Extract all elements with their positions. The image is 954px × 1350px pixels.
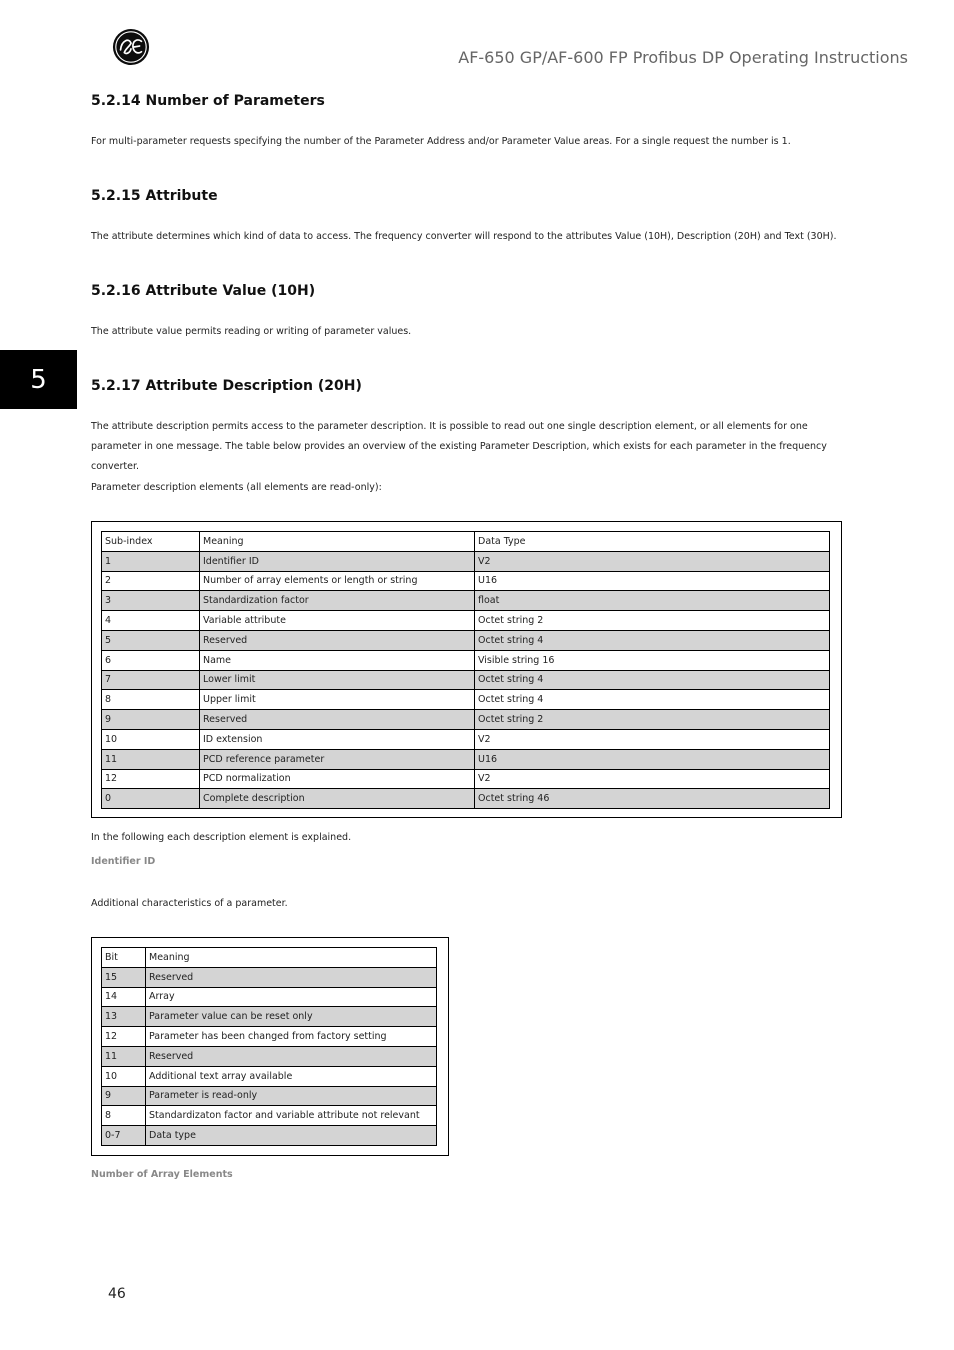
cell: V2 xyxy=(475,551,830,571)
cell: V2 xyxy=(475,729,830,749)
table-row xyxy=(102,591,830,611)
desc-table-intro: Parameter description elements (all elements are read-only): xyxy=(91,482,382,493)
table-row xyxy=(102,1007,437,1027)
cell: Reserved xyxy=(200,630,475,650)
cell: Variable attribute xyxy=(200,611,475,631)
cell: ID extension xyxy=(200,729,475,749)
table-row xyxy=(102,987,437,1007)
cell: Octet string 4 xyxy=(475,670,830,690)
section-heading-5-2-15: 5.2.15 Attribute xyxy=(91,188,218,204)
table-row xyxy=(102,789,830,809)
table-row xyxy=(102,1126,437,1146)
cell: 8 xyxy=(102,1106,146,1126)
cell: 11 xyxy=(102,749,200,769)
cell: Number of array elements or length or string xyxy=(200,571,475,591)
cell: U16 xyxy=(475,749,830,769)
table-row xyxy=(102,749,830,769)
cell: Data type xyxy=(146,1126,437,1146)
section-text-5-2-15: The attribute determines which kind of data to access. The frequency converter will respond to the attributes Value (10H), Description (20H) and Text (30H). xyxy=(91,231,837,242)
table-row xyxy=(102,729,830,749)
cell: Octet string 4 xyxy=(475,630,830,650)
section-text-5-2-14: For multi-parameter requests specifying the number of the Parameter Address and/or Parameter Value areas. For a single request the number is 1. xyxy=(91,136,791,147)
bit-table xyxy=(101,947,437,1146)
chapter-tab: 5 xyxy=(0,350,77,409)
cell: 1 xyxy=(102,551,200,571)
page-number: 46 xyxy=(108,1286,126,1302)
cell: Upper limit xyxy=(200,690,475,710)
table-row xyxy=(102,1066,437,1086)
identifier-id-text: Additional characteristics of a parameter. xyxy=(91,898,288,909)
cell: 7 xyxy=(102,670,200,690)
table-row xyxy=(102,611,830,631)
cell: 4 xyxy=(102,611,200,631)
cell: 12 xyxy=(102,1027,146,1047)
cell: 3 xyxy=(102,591,200,611)
cell: V2 xyxy=(475,769,830,789)
cell: 6 xyxy=(102,650,200,670)
cell: Octet string 4 xyxy=(475,690,830,710)
table-row xyxy=(102,1086,437,1106)
section-heading-5-2-17: 5.2.17 Attribute Description (20H) xyxy=(91,378,362,394)
cell: 0 xyxy=(102,789,200,809)
section-heading-5-2-14: 5.2.14 Number of Parameters xyxy=(91,93,325,109)
cell: Identifier ID xyxy=(200,551,475,571)
table-row xyxy=(102,690,830,710)
cell: PCD normalization xyxy=(200,769,475,789)
section-text-5-2-17: The attribute description permits access to the parameter description. It is possible to read out one single description element, or all elements for one parameter in one message. The table below provides an overview of the existing Parameter Description, which exists for each parameter in the frequency converter. xyxy=(91,421,827,472)
array-elements-caption: Number of Array Elements xyxy=(91,1169,233,1180)
cell: 9 xyxy=(102,710,200,730)
cell: Octet string 2 xyxy=(475,710,830,730)
cell: 13 xyxy=(102,1007,146,1027)
cell: Octet string 46 xyxy=(475,789,830,809)
header-cell: Sub-index xyxy=(102,532,200,552)
table-row xyxy=(102,1046,437,1066)
cell: Parameter value can be reset only xyxy=(146,1007,437,1027)
cell: 0-7 xyxy=(102,1126,146,1146)
cell: PCD reference parameter xyxy=(200,749,475,769)
cell: 2 xyxy=(102,571,200,591)
ge-logo xyxy=(112,28,150,66)
cell: 9 xyxy=(102,1086,146,1106)
cell: Reserved xyxy=(146,967,437,987)
document-header-title: AF-650 GP/AF-600 FP Profibus DP Operating Instructions xyxy=(458,48,908,67)
header-cell: Data Type xyxy=(475,532,830,552)
table-row xyxy=(102,571,830,591)
cell: Visible string 16 xyxy=(475,650,830,670)
table-row xyxy=(102,1106,437,1126)
cell: 10 xyxy=(102,1066,146,1086)
cell: 8 xyxy=(102,690,200,710)
cell: Additional text array available xyxy=(146,1066,437,1086)
cell: 14 xyxy=(102,987,146,1007)
header-cell: Meaning xyxy=(200,532,475,552)
cell: 12 xyxy=(102,769,200,789)
table-header-row xyxy=(102,532,830,552)
cell: Reserved xyxy=(146,1046,437,1066)
identifier-id-caption: Identifier ID xyxy=(91,856,156,867)
table-row xyxy=(102,710,830,730)
table-row xyxy=(102,1027,437,1047)
cell: 15 xyxy=(102,967,146,987)
cell: Name xyxy=(200,650,475,670)
header-cell: Meaning xyxy=(146,948,437,968)
cell: Octet string 2 xyxy=(475,611,830,631)
table-header-row xyxy=(102,948,437,968)
cell: 10 xyxy=(102,729,200,749)
cell: Parameter has been changed from factory setting xyxy=(146,1027,437,1047)
cell: Lower limit xyxy=(200,670,475,690)
table-row xyxy=(102,670,830,690)
table-row xyxy=(102,630,830,650)
cell: Standardizaton factor and variable attribute not relevant xyxy=(146,1106,437,1126)
cell: Complete description xyxy=(200,789,475,809)
table-row xyxy=(102,650,830,670)
cell: Reserved xyxy=(200,710,475,730)
section-text-5-2-16: The attribute value permits reading or writing of parameter values. xyxy=(91,326,412,337)
cell: U16 xyxy=(475,571,830,591)
table-row xyxy=(102,769,830,789)
after-table-text: In the following each description element is explained. xyxy=(91,832,352,843)
cell: Standardization factor xyxy=(200,591,475,611)
table-row xyxy=(102,551,830,571)
table-row xyxy=(102,967,437,987)
cell: 5 xyxy=(102,630,200,650)
cell: 11 xyxy=(102,1046,146,1066)
section-heading-5-2-16: 5.2.16 Attribute Value (10H) xyxy=(91,283,316,299)
cell: Array xyxy=(146,987,437,1007)
cell: Parameter is read-only xyxy=(146,1086,437,1106)
desc-table xyxy=(101,531,830,809)
header-cell: Bit xyxy=(102,948,146,968)
cell: float xyxy=(475,591,830,611)
